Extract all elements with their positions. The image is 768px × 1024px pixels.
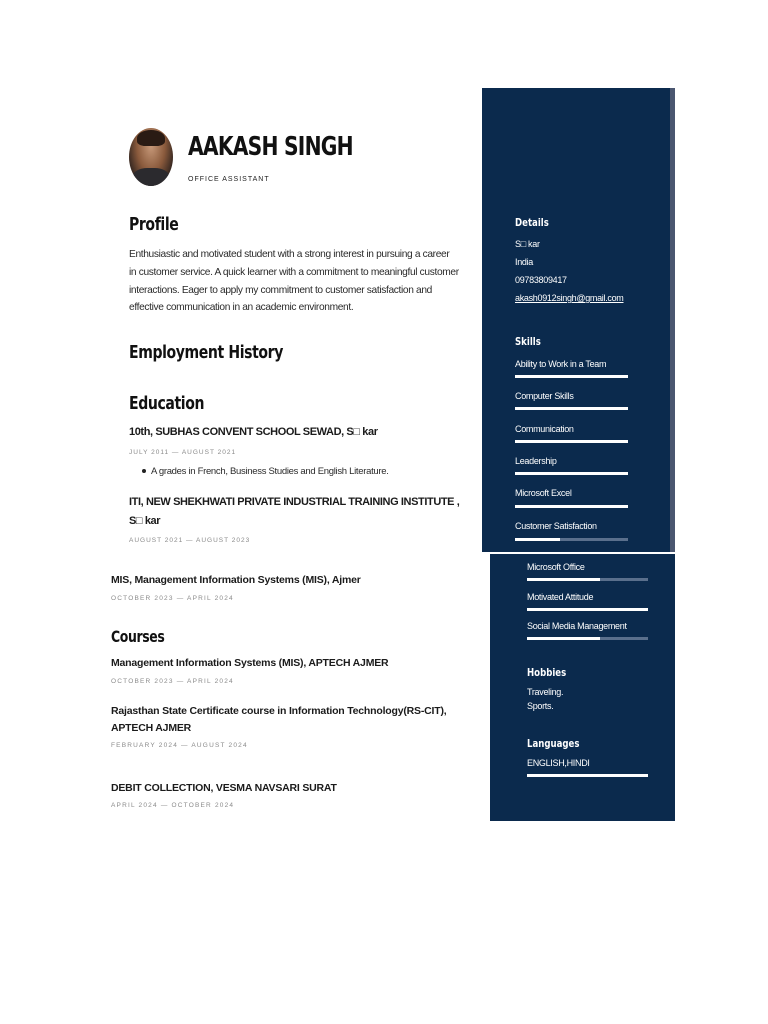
- skill-bar: [515, 375, 628, 378]
- details-email-link[interactable]: akash0912singh@gmail.com: [515, 293, 624, 303]
- skill-bar-fill: [515, 440, 628, 443]
- language-bar: [527, 774, 648, 777]
- candidate-name: AAKASH SINGH: [188, 132, 353, 162]
- language-label: ENGLISH,HINDI: [527, 758, 590, 768]
- skill-bar-fill: [527, 578, 600, 581]
- education-entry-title: MIS, Management Information Systems (MIS), Ajmer: [111, 574, 361, 586]
- course-entry-date: OCTOBER 2023 — APRIL 2024: [111, 678, 234, 685]
- skill-bar-fill: [515, 538, 560, 541]
- education-entry-title-line2: S□ kar: [129, 515, 161, 527]
- hobbies-heading: Hobbies: [527, 666, 567, 679]
- education-entry-date: JULY 2011 — AUGUST 2021: [129, 449, 237, 456]
- profile-heading: Profile: [129, 214, 179, 235]
- education-entry-date: AUGUST 2021 — AUGUST 2023: [129, 537, 251, 544]
- details-country: India: [515, 257, 534, 267]
- skill-label: Social Media Management: [527, 621, 627, 631]
- profile-text: Enthusiastic and motivated student with a strong interest in pursuing a career in customer service. A quick learner with a commitment to meaningful customer interactions. Eager to apply my commitment to customer satisfaction and effective communication in an academic environment.: [129, 249, 459, 314]
- course-entry-date: FEBRUARY 2024 — AUGUST 2024: [111, 742, 248, 749]
- skill-bar: [515, 538, 628, 541]
- skill-label: Microsoft Office: [527, 562, 585, 572]
- bullet-text: A grades in French, Business Studies and English Literature.: [151, 466, 389, 477]
- sidebar-panel-edge: [670, 88, 675, 552]
- course-entry-title: DEBIT COLLECTION, VESMA NAVSARI SURAT: [111, 782, 337, 794]
- language-bar-fill: [527, 774, 648, 777]
- course-entry-title: Management Information Systems (MIS), APTECH AJMER: [111, 657, 389, 669]
- details-heading: Details: [515, 216, 549, 229]
- skill-label: Communication: [515, 424, 574, 434]
- education-entry-bullet: [142, 466, 389, 477]
- skill-bar-fill: [515, 375, 628, 378]
- skill-label: Computer Skills: [515, 391, 574, 401]
- education-entry-title: 10th, SUBHAS CONVENT SCHOOL SEWAD, S□ kar: [129, 426, 378, 438]
- avatar-shirt: [133, 168, 169, 186]
- hobby-item: Traveling.: [527, 687, 564, 697]
- languages-heading: Languages: [527, 737, 580, 750]
- hobby-item: Sports.: [527, 701, 554, 711]
- skill-label: Leadership: [515, 456, 557, 466]
- details-city: S□ kar: [515, 239, 540, 249]
- skill-bar-fill: [527, 637, 600, 640]
- skill-bar: [515, 505, 628, 508]
- skill-label: Microsoft Excel: [515, 488, 572, 498]
- skill-bar: [527, 608, 648, 611]
- education-entry-date: OCTOBER 2023 — APRIL 2024: [111, 595, 234, 602]
- skill-label: Motivated Attitude: [527, 592, 594, 602]
- skill-label: Customer Satisfaction: [515, 521, 597, 531]
- skill-bar-fill: [527, 608, 648, 611]
- sidebar-panel-top: [482, 88, 670, 552]
- education-heading: Education: [129, 393, 205, 414]
- avatar: [129, 128, 173, 186]
- education-entry-title: ITI, NEW SHEKHWATI PRIVATE INDUSTRIAL TRAINING INSTITUTE ,: [129, 496, 460, 508]
- skill-bar: [527, 578, 648, 581]
- course-entry-title: Rajasthan State Certificate course in Information Technology(RS-CIT),: [111, 705, 447, 717]
- skill-bar: [515, 407, 628, 410]
- skills-heading: Skills: [515, 335, 541, 348]
- details-phone: 09783809417: [515, 275, 567, 285]
- courses-heading: Courses: [111, 627, 165, 646]
- skill-bar-fill: [515, 407, 628, 410]
- skill-bar: [527, 637, 648, 640]
- bullet-dot-icon: [142, 469, 146, 473]
- skill-bar: [515, 472, 628, 475]
- skill-bar-fill: [515, 505, 628, 508]
- skill-bar: [515, 440, 628, 443]
- course-entry-date: APRIL 2024 — OCTOBER 2024: [111, 802, 235, 809]
- course-entry-title-line2: APTECH AJMER: [111, 722, 192, 734]
- avatar-hair: [137, 130, 165, 146]
- skill-label: Ability to Work in a Team: [515, 359, 607, 369]
- job-title: OFFICE ASSISTANT: [188, 176, 270, 183]
- skill-bar-fill: [515, 472, 628, 475]
- employment-history-heading: Employment History: [129, 342, 283, 363]
